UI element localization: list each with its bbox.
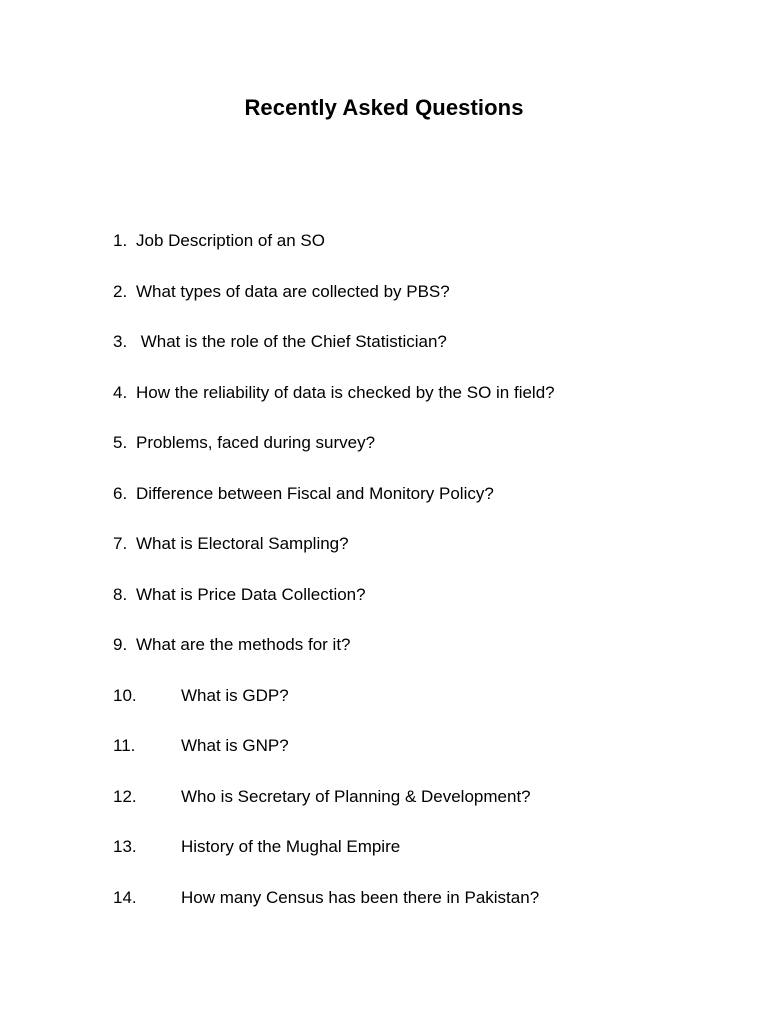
list-item	[113, 483, 555, 534]
list-item-text: Who is Secretary of Planning & Development?	[181, 786, 531, 806]
list-item-number: 6.	[113, 483, 128, 503]
list-item-number: 9.	[113, 635, 128, 654]
list-item	[113, 331, 555, 382]
list-item	[113, 887, 555, 938]
list-item	[113, 432, 555, 483]
list-item	[113, 786, 555, 837]
list-item-text: How many Census has been there in Pakistan?	[181, 887, 540, 907]
list-item-text: Difference between Fiscal and Monitory Policy?	[136, 483, 494, 503]
list-item	[113, 382, 555, 433]
list-item	[113, 533, 555, 584]
list-item-number: 13.	[113, 837, 137, 856]
list-item-text: What is Electoral Sampling?	[136, 534, 349, 553]
list-item-number: 10.	[113, 685, 137, 705]
list-item-number: 11.	[113, 736, 136, 755]
list-item-text: What is the role of the Chief Statistician?	[136, 332, 447, 351]
list-item	[113, 836, 555, 887]
list-item-text: How the reliability of data is checked by the SO in field?	[136, 382, 555, 402]
list-item-text: Job Description of an SO	[136, 231, 325, 250]
list-item-number: 3.	[113, 332, 128, 351]
list-item	[113, 634, 555, 685]
list-item-text: What are the methods for it?	[136, 635, 351, 654]
list-item-number: 1.	[113, 231, 128, 250]
list-item	[113, 281, 555, 332]
list-item-number: 5.	[113, 433, 128, 452]
list-item-number: 4.	[113, 382, 128, 402]
list-item-number: 12.	[113, 786, 137, 806]
list-item	[113, 735, 555, 786]
list-item	[113, 230, 555, 281]
page-title: Recently Asked Questions	[244, 95, 524, 120]
list-item-number: 8.	[113, 584, 128, 604]
list-item-text: What is Price Data Collection?	[136, 584, 366, 604]
list-item-number: 14.	[113, 887, 137, 907]
list-item-number: 2.	[113, 281, 128, 301]
list-item-text: What types of data are collected by PBS?	[136, 281, 450, 301]
list-item-text: What is GNP?	[181, 736, 289, 755]
list-item-number: 7.	[113, 534, 128, 553]
list-item-text: History of the Mughal Empire	[181, 837, 401, 856]
question-list	[113, 230, 555, 937]
list-item-text: Problems, faced during survey?	[136, 433, 376, 452]
list-item	[113, 685, 555, 736]
list-item	[113, 584, 555, 635]
list-item-text: What is GDP?	[181, 685, 289, 705]
